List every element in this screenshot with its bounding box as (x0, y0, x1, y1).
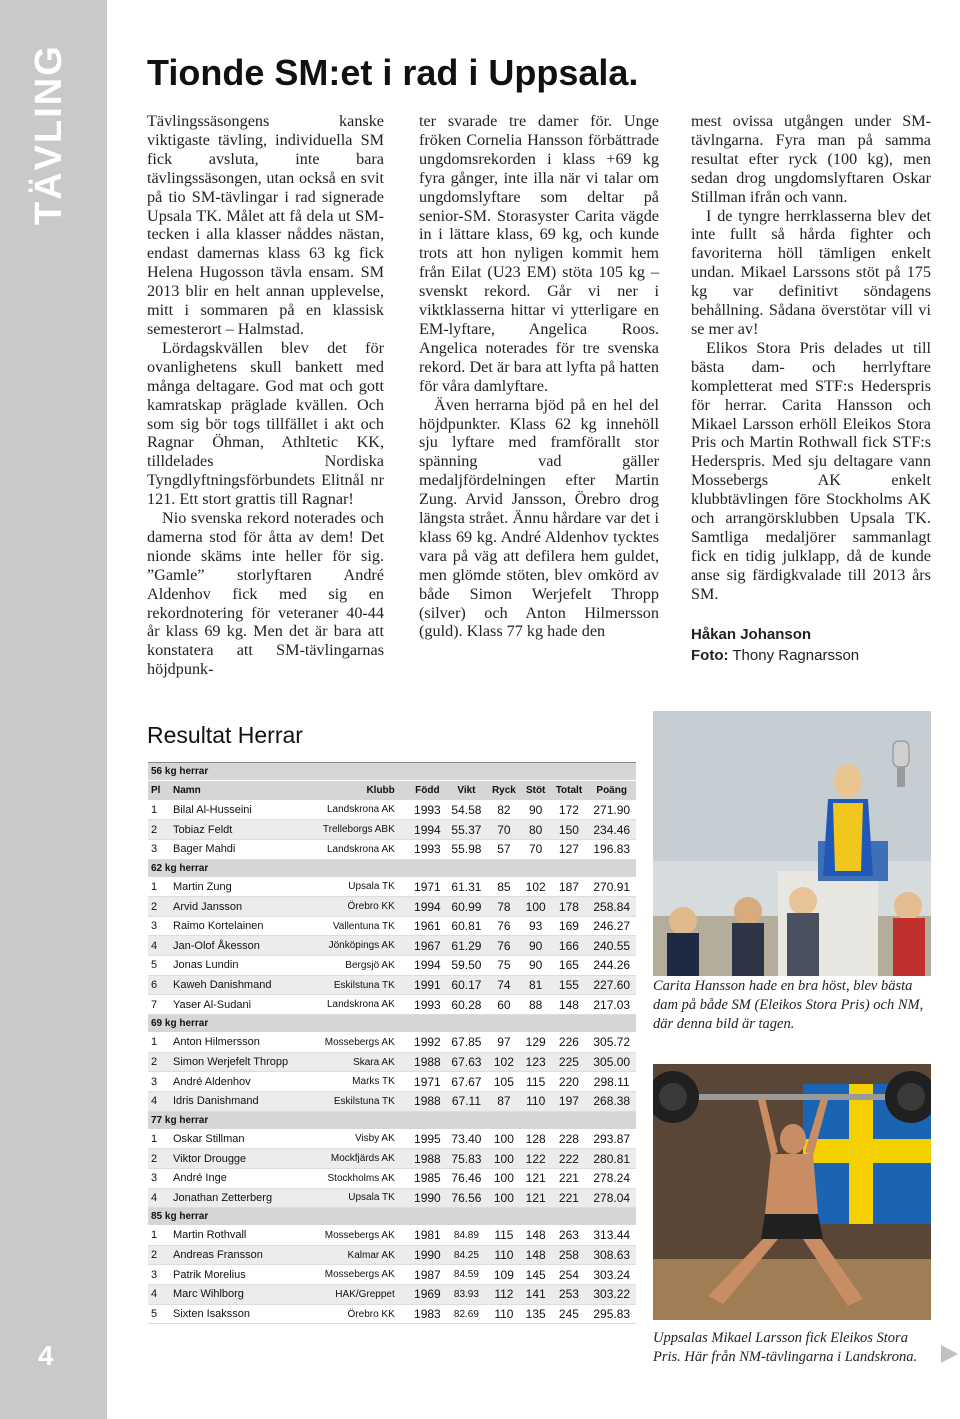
cell-total: 155 (550, 975, 587, 995)
cell-weight: 61.29 (446, 936, 487, 956)
paragraph: I de tyngre herrklasserna blev det inte fullt så hårda fighter och favoriterna höll tämligen enkelt undan. Mikael Larssons stöt på 175 kg var definitivt söndagens behållning. Sådana överstötar vill vi se mer av! (691, 206, 931, 338)
cell-points: 278.04 (587, 1188, 636, 1208)
column-header-clean-jerk: Stöt (521, 781, 551, 801)
cell-snatch: 100 (487, 1168, 521, 1188)
cell-points: 305.72 (587, 1033, 636, 1053)
table-row (148, 877, 636, 897)
cell-place: 3 (148, 839, 170, 859)
paragraph: Även herrarna bjöd på en hel del höjdpunkter. Klass 62 kg innehöll sju lyftare med framförallt stor spänning vad gäller medaljfördelningen efter Martin Zung. Arvid Jansson, Örebro drog längsta strået. Ännu hårdare var det i klass 69 kg. André Aldenhov tycktes vara på väg att defilera hem guldet, men glömde stöten, blev omkörd av både Simon Werjefelt Thropp (silver) och Anton Hilmersson (guld). Klass 77 kg hade den (419, 395, 659, 641)
cell-clean-jerk: 141 (521, 1285, 551, 1305)
cell-place: 4 (148, 1188, 170, 1208)
photo-caption-1: Carita Hansson hade en bra höst, blev bästa dam på både SM (Eleikos Stora Pris) och NM, där denna bild är tagen. (653, 978, 924, 1032)
cell-points: 293.87 (587, 1129, 636, 1149)
cell-weight: 55.37 (446, 820, 487, 840)
table-row (148, 1304, 636, 1324)
cell-name: Andreas Fransson (170, 1245, 308, 1265)
lifter-illustration (653, 1064, 931, 1320)
cell-total: 197 (550, 1091, 587, 1111)
cell-born: 1969 (409, 1285, 446, 1305)
cell-name: André Inge (170, 1168, 308, 1188)
cell-snatch: 100 (487, 1129, 521, 1149)
column-header-snatch: Ryck (487, 781, 521, 801)
cell-place: 4 (148, 1091, 170, 1111)
table-row (148, 995, 636, 1015)
cell-snatch: 115 (487, 1226, 521, 1246)
cell-club: Skara AK (308, 1052, 409, 1072)
cell-weight: 67.63 (446, 1052, 487, 1072)
cell-total: 228 (550, 1129, 587, 1149)
cell-born: 1988 (409, 1091, 446, 1111)
cell-club: Mossebergs AK (308, 1033, 409, 1053)
cell-snatch: 112 (487, 1285, 521, 1305)
cell-clean-jerk: 110 (521, 1091, 551, 1111)
column-header-club: Klubb (308, 781, 409, 801)
cell-points: 308.63 (587, 1245, 636, 1265)
cell-snatch: 97 (487, 1033, 521, 1053)
cell-born: 1994 (409, 956, 446, 976)
cell-points: 234.46 (587, 820, 636, 840)
cell-points: 303.22 (587, 1285, 636, 1305)
cell-born: 1971 (409, 877, 446, 897)
cell-snatch: 75 (487, 956, 521, 976)
table-row (148, 956, 636, 976)
next-page-arrow-icon (941, 1345, 958, 1363)
cell-weight: 76.46 (446, 1168, 487, 1188)
cell-born: 1992 (409, 1033, 446, 1053)
cell-name: Idris Danishmand (170, 1091, 308, 1111)
cell-snatch: 85 (487, 877, 521, 897)
podium-illustration (653, 711, 931, 976)
cell-clean-jerk: 81 (521, 975, 551, 995)
article-column-3 (691, 112, 931, 666)
cell-born: 1993 (409, 839, 446, 859)
weight-class-row (148, 1111, 636, 1129)
cell-place: 1 (148, 877, 170, 897)
cell-club: Mockfjärds AK (308, 1149, 409, 1169)
cell-clean-jerk: 148 (521, 1245, 551, 1265)
cell-place: 7 (148, 995, 170, 1015)
cell-born: 1967 (409, 936, 446, 956)
cell-born: 1983 (409, 1304, 446, 1324)
table-row (148, 1129, 636, 1149)
weight-class-label: 69 kg herrar (148, 1015, 636, 1033)
cell-points: 305.00 (587, 1052, 636, 1072)
cell-weight: 60.28 (446, 995, 487, 1015)
cell-club: Visby AK (308, 1129, 409, 1149)
table-row (148, 1168, 636, 1188)
cell-clean-jerk: 90 (521, 800, 551, 820)
table-row (148, 916, 636, 936)
cell-place: 2 (148, 1149, 170, 1169)
cell-born: 1993 (409, 995, 446, 1015)
cell-snatch: 70 (487, 820, 521, 840)
results-table (148, 762, 636, 1324)
cell-total: 221 (550, 1168, 587, 1188)
cell-clean-jerk: 90 (521, 936, 551, 956)
cell-snatch: 76 (487, 936, 521, 956)
paragraph: Tävlingssäsongens kanske viktigaste tävling, individuella SM fick avsluta, inte bara tävlingssäsongen, utan också en svit på tio SM-tävlingar i rad signerade Upsala TK. Målet att få dela ut SM-tecken i alla klasser nåddes nästan, endast damernas klass 63 kg fick Helena Hugosson tävla ensam. SM 2013 blir en helt annan upplevelse, mitt i sommaren på en klassisk semesterort – Halmstad. (147, 112, 384, 338)
table-row (148, 839, 636, 859)
photo-lifter (653, 1064, 931, 1320)
cell-weight: 84.59 (446, 1265, 487, 1285)
cell-points: 227.60 (587, 975, 636, 995)
cell-snatch: 76 (487, 916, 521, 936)
cell-points: 240.55 (587, 936, 636, 956)
table-header-row (148, 781, 636, 801)
cell-points: 298.11 (587, 1072, 636, 1092)
cell-club: Jönköpings AK (308, 936, 409, 956)
cell-name: Martin Rothvall (170, 1226, 308, 1246)
cell-place: 2 (148, 1052, 170, 1072)
table-row (148, 1265, 636, 1285)
cell-clean-jerk: 90 (521, 956, 551, 976)
weight-class-row (148, 763, 636, 781)
cell-total: 221 (550, 1188, 587, 1208)
cell-name: Patrik Morelius (170, 1265, 308, 1285)
cell-born: 1988 (409, 1052, 446, 1072)
cell-snatch: 110 (487, 1304, 521, 1324)
cell-clean-jerk: 145 (521, 1265, 551, 1285)
cell-born: 1990 (409, 1188, 446, 1208)
results-title: Resultat Herrar (147, 722, 303, 748)
cell-points: 271.90 (587, 800, 636, 820)
table-row (148, 1285, 636, 1305)
cell-club: HAK/Greppet (308, 1285, 409, 1305)
paragraph: Lördagskvällen blev det för ovanlighetens skull bankett med många deltagare. God mat och gott kamratskap präglade kvällen. Och som sig bör togs tillfället i akt och Ragnar Öhman, Athltetic KK, tilldelades Nordiska Tyngdlyftningsförbundets Elitnål nr 121. Ett stort grattis till Ragnar! (147, 338, 384, 509)
headline: Tionde SM:et i rad i Uppsala. (147, 52, 639, 93)
table-row (148, 897, 636, 917)
cell-club: Örebro KK (308, 897, 409, 917)
cell-club: Bergsjö AK (308, 956, 409, 976)
cell-points: 270.91 (587, 877, 636, 897)
byline (691, 624, 931, 666)
cell-club: Upsala TK (308, 877, 409, 897)
cell-total: 187 (550, 877, 587, 897)
cell-name: André Aldenhov (170, 1072, 308, 1092)
cell-weight: 60.81 (446, 916, 487, 936)
cell-snatch: 78 (487, 897, 521, 917)
cell-place: 2 (148, 820, 170, 840)
cell-weight: 59.50 (446, 956, 487, 976)
cell-name: Kaweh Danishmand (170, 975, 308, 995)
cell-clean-jerk: 123 (521, 1052, 551, 1072)
column-header-weight: Vikt (446, 781, 487, 801)
table-row (148, 975, 636, 995)
cell-club: Trelleborgs ABK (308, 820, 409, 840)
cell-weight: 67.67 (446, 1072, 487, 1092)
cell-total: 169 (550, 916, 587, 936)
cell-place: 1 (148, 800, 170, 820)
cell-total: 254 (550, 1265, 587, 1285)
paragraph: mest ovissa utgången under SM-tävlngarna. Fyra man på samma resultat efter ryck (100 kg), men sedan drog ungdomslyftaren Oskar Stillman ifrån och vann. (691, 112, 931, 206)
cell-name: Arvid Jansson (170, 897, 308, 917)
cell-name: Martin Zung (170, 877, 308, 897)
cell-club: Eskilstuna TK (308, 975, 409, 995)
cell-snatch: 100 (487, 1149, 521, 1169)
table-row (148, 1052, 636, 1072)
cell-name: Jonathan Zetterberg (170, 1188, 308, 1208)
cell-total: 165 (550, 956, 587, 976)
paragraph: ter svarade tre damer för. Unge fröken Cornelia Hansson förbättrade ungdomsrekorden i klass +69 kg fyra gånger, inte illa när vi talar om ungdomslyftare som deltar på senior-SM. Storasyster Carita vägde in i lättare klass, 69 kg, och kunde trots att hon nyligen kommit hem från Eilat (U23 EM) stöta 105 kg – svenskt rekord. Går vi ner i viktklasserna hittar vi ytterligare en EM-lyftare, Angelica Roos. Angelica noterades för tre svenska rekord. Det är bara att lyfta på hatten för våra damlyftare. (419, 112, 659, 395)
cell-place: 3 (148, 916, 170, 936)
cell-weight: 61.31 (446, 877, 487, 897)
cell-total: 253 (550, 1285, 587, 1305)
cell-place: 5 (148, 956, 170, 976)
cell-name: Anton Hilmersson (170, 1033, 308, 1053)
cell-snatch: 74 (487, 975, 521, 995)
cell-name: Jonas Lundin (170, 956, 308, 976)
table-row (148, 1188, 636, 1208)
table-row (148, 1149, 636, 1169)
cell-weight: 84.25 (446, 1245, 487, 1265)
column-header-name: Namn (170, 781, 308, 801)
cell-snatch: 87 (487, 1091, 521, 1111)
cell-club: Vallentuna TK (308, 916, 409, 936)
cell-name: Sixten Isaksson (170, 1304, 308, 1324)
cell-name: Jan-Olof Åkesson (170, 936, 308, 956)
column-header-born: Född (409, 781, 446, 801)
cell-weight: 84.89 (446, 1226, 487, 1246)
cell-clean-jerk: 115 (521, 1072, 551, 1092)
cell-points: 246.27 (587, 916, 636, 936)
column-header-total: Totalt (550, 781, 587, 801)
cell-snatch: 57 (487, 839, 521, 859)
cell-born: 1961 (409, 916, 446, 936)
cell-weight: 75.83 (446, 1149, 487, 1169)
cell-total: 263 (550, 1226, 587, 1246)
photo-caption-2: Uppsalas Mikael Larsson fick Eleikos Stora Pris. Här från NM-tävlingarna i Landskrona. (653, 1330, 918, 1365)
weight-class-row (148, 1015, 636, 1033)
cell-clean-jerk: 93 (521, 916, 551, 936)
photo-label: Foto: (691, 646, 729, 664)
cell-clean-jerk: 102 (521, 877, 551, 897)
cell-clean-jerk: 121 (521, 1168, 551, 1188)
cell-total: 166 (550, 936, 587, 956)
cell-snatch: 105 (487, 1072, 521, 1092)
cell-born: 1993 (409, 800, 446, 820)
cell-place: 4 (148, 936, 170, 956)
cell-points: 268.38 (587, 1091, 636, 1111)
cell-points: 295.83 (587, 1304, 636, 1324)
cell-points: 313.44 (587, 1226, 636, 1246)
cell-clean-jerk: 80 (521, 820, 551, 840)
cell-snatch: 82 (487, 800, 521, 820)
cell-weight: 83.93 (446, 1285, 487, 1305)
cell-clean-jerk: 128 (521, 1129, 551, 1149)
page-number: 4 (38, 1340, 54, 1371)
cell-born: 1987 (409, 1265, 446, 1285)
cell-place: 6 (148, 975, 170, 995)
cell-total: 172 (550, 800, 587, 820)
cell-born: 1991 (409, 975, 446, 995)
author-name: Håkan Johanson (691, 625, 812, 643)
cell-clean-jerk: 100 (521, 897, 551, 917)
cell-weight: 55.98 (446, 839, 487, 859)
cell-name: Marc Wihlborg (170, 1285, 308, 1305)
cell-club: Marks TK (308, 1072, 409, 1092)
paragraph: Elikos Stora Pris delades ut till bästa dam- och herrlyftare kompletterat med STF:s Hederspris för herrar. Carita Hansson och Mikael Larsson erhöll Eleikos Stora Pris och Martin Rothwall fick STF:s Hederspris. Med sju deltagare vann Mossebergs AK enkelt klubbtävlingen före Stockholms AK och arrangörsklubben Upsala TK. Samtliga medaljörer sammanlagt fick en tidig julklapp, då de kunde anse sig färdigkvalade till 2013 års SM. (691, 338, 931, 603)
cell-born: 1994 (409, 897, 446, 917)
table-row (148, 1226, 636, 1246)
table-row (148, 800, 636, 820)
cell-place: 3 (148, 1168, 170, 1188)
photo-podium (653, 711, 931, 976)
weight-class-row (148, 1208, 636, 1226)
table-row (148, 1091, 636, 1111)
cell-clean-jerk: 88 (521, 995, 551, 1015)
cell-total: 148 (550, 995, 587, 1015)
cell-place: 5 (148, 1304, 170, 1324)
cell-total: 222 (550, 1149, 587, 1169)
cell-points: 278.24 (587, 1168, 636, 1188)
cell-weight: 82.69 (446, 1304, 487, 1324)
cell-snatch: 110 (487, 1245, 521, 1265)
table-row (148, 936, 636, 956)
cell-weight: 54.58 (446, 800, 487, 820)
cell-clean-jerk: 121 (521, 1188, 551, 1208)
cell-weight: 73.40 (446, 1129, 487, 1149)
cell-born: 1994 (409, 820, 446, 840)
cell-club: Mossebergs AK (308, 1226, 409, 1246)
weight-class-row (148, 859, 636, 877)
cell-weight: 67.85 (446, 1033, 487, 1053)
table-row (148, 1245, 636, 1265)
table-row (148, 1072, 636, 1092)
cell-club: Upsala TK (308, 1188, 409, 1208)
cell-points: 280.81 (587, 1149, 636, 1169)
cell-weight: 67.11 (446, 1091, 487, 1111)
article-column-1 (147, 112, 384, 679)
weight-class-label: 56 kg herrar (148, 763, 636, 781)
cell-place: 4 (148, 1285, 170, 1305)
table-row (148, 820, 636, 840)
cell-points: 196.83 (587, 839, 636, 859)
cell-total: 220 (550, 1072, 587, 1092)
article-column-2 (419, 112, 659, 641)
cell-clean-jerk: 135 (521, 1304, 551, 1324)
cell-born: 1990 (409, 1245, 446, 1265)
cell-club: Landskrona AK (308, 800, 409, 820)
cell-name: Bager Mahdi (170, 839, 308, 859)
cell-snatch: 109 (487, 1265, 521, 1285)
table-row (148, 1033, 636, 1053)
cell-total: 178 (550, 897, 587, 917)
cell-place: 1 (148, 1033, 170, 1053)
cell-total: 127 (550, 839, 587, 859)
cell-points: 303.24 (587, 1265, 636, 1285)
photographer-name: Thony Ragnarsson (732, 646, 860, 664)
cell-snatch: 100 (487, 1188, 521, 1208)
cell-weight: 60.99 (446, 897, 487, 917)
cell-name: Bilal Al-Husseini (170, 800, 308, 820)
cell-name: Yaser Al-Sudani (170, 995, 308, 1015)
cell-club: Eskilstuna TK (308, 1091, 409, 1111)
cell-place: 2 (148, 897, 170, 917)
cell-clean-jerk: 129 (521, 1033, 551, 1053)
cell-total: 245 (550, 1304, 587, 1324)
cell-club: Kalmar AK (308, 1245, 409, 1265)
cell-club: Landskrona AK (308, 839, 409, 859)
cell-clean-jerk: 148 (521, 1226, 551, 1246)
cell-weight: 76.56 (446, 1188, 487, 1208)
section-label: TÄVLING (28, 44, 70, 225)
cell-total: 150 (550, 820, 587, 840)
cell-born: 1981 (409, 1226, 446, 1246)
cell-name: Raimo Kortelainen (170, 916, 308, 936)
weight-class-label: 62 kg herrar (148, 859, 636, 877)
cell-total: 258 (550, 1245, 587, 1265)
cell-place: 1 (148, 1226, 170, 1246)
column-header-place: Pl (148, 781, 170, 801)
cell-place: 2 (148, 1245, 170, 1265)
cell-name: Oskar Stillman (170, 1129, 308, 1149)
cell-clean-jerk: 70 (521, 839, 551, 859)
cell-name: Tobiaz Feldt (170, 820, 308, 840)
cell-born: 1971 (409, 1072, 446, 1092)
cell-clean-jerk: 122 (521, 1149, 551, 1169)
cell-total: 225 (550, 1052, 587, 1072)
cell-club: Landskrona AK (308, 995, 409, 1015)
cell-club: Örebro KK (308, 1304, 409, 1324)
cell-points: 258.84 (587, 897, 636, 917)
cell-born: 1985 (409, 1168, 446, 1188)
cell-name: Simon Werjefelt Thropp (170, 1052, 308, 1072)
cell-place: 3 (148, 1072, 170, 1092)
cell-weight: 60.17 (446, 975, 487, 995)
cell-name: Viktor Drougge (170, 1149, 308, 1169)
cell-club: Mossebergs AK (308, 1265, 409, 1285)
cell-points: 217.03 (587, 995, 636, 1015)
column-header-points: Poäng (587, 781, 636, 801)
paragraph: Nio svenska rekord noterades och damerna stod för åtta av dem! Det nionde skäms inte heller för sig. ”Gamle” storlyftaren André Aldenhov fick med sig en rekordnotering för veteraner 40-44 år klass 69 kg. Men det är bara att konstatera att SM-tävlingarnas höjdpunk- (147, 509, 384, 679)
cell-born: 1995 (409, 1129, 446, 1149)
cell-place: 3 (148, 1265, 170, 1285)
cell-total: 226 (550, 1033, 587, 1053)
cell-snatch: 102 (487, 1052, 521, 1072)
cell-place: 1 (148, 1129, 170, 1149)
cell-snatch: 60 (487, 995, 521, 1015)
cell-points: 244.26 (587, 956, 636, 976)
weight-class-label: 77 kg herrar (148, 1111, 636, 1129)
weight-class-label: 85 kg herrar (148, 1208, 636, 1226)
cell-club: Stockholms AK (308, 1168, 409, 1188)
cell-born: 1988 (409, 1149, 446, 1169)
